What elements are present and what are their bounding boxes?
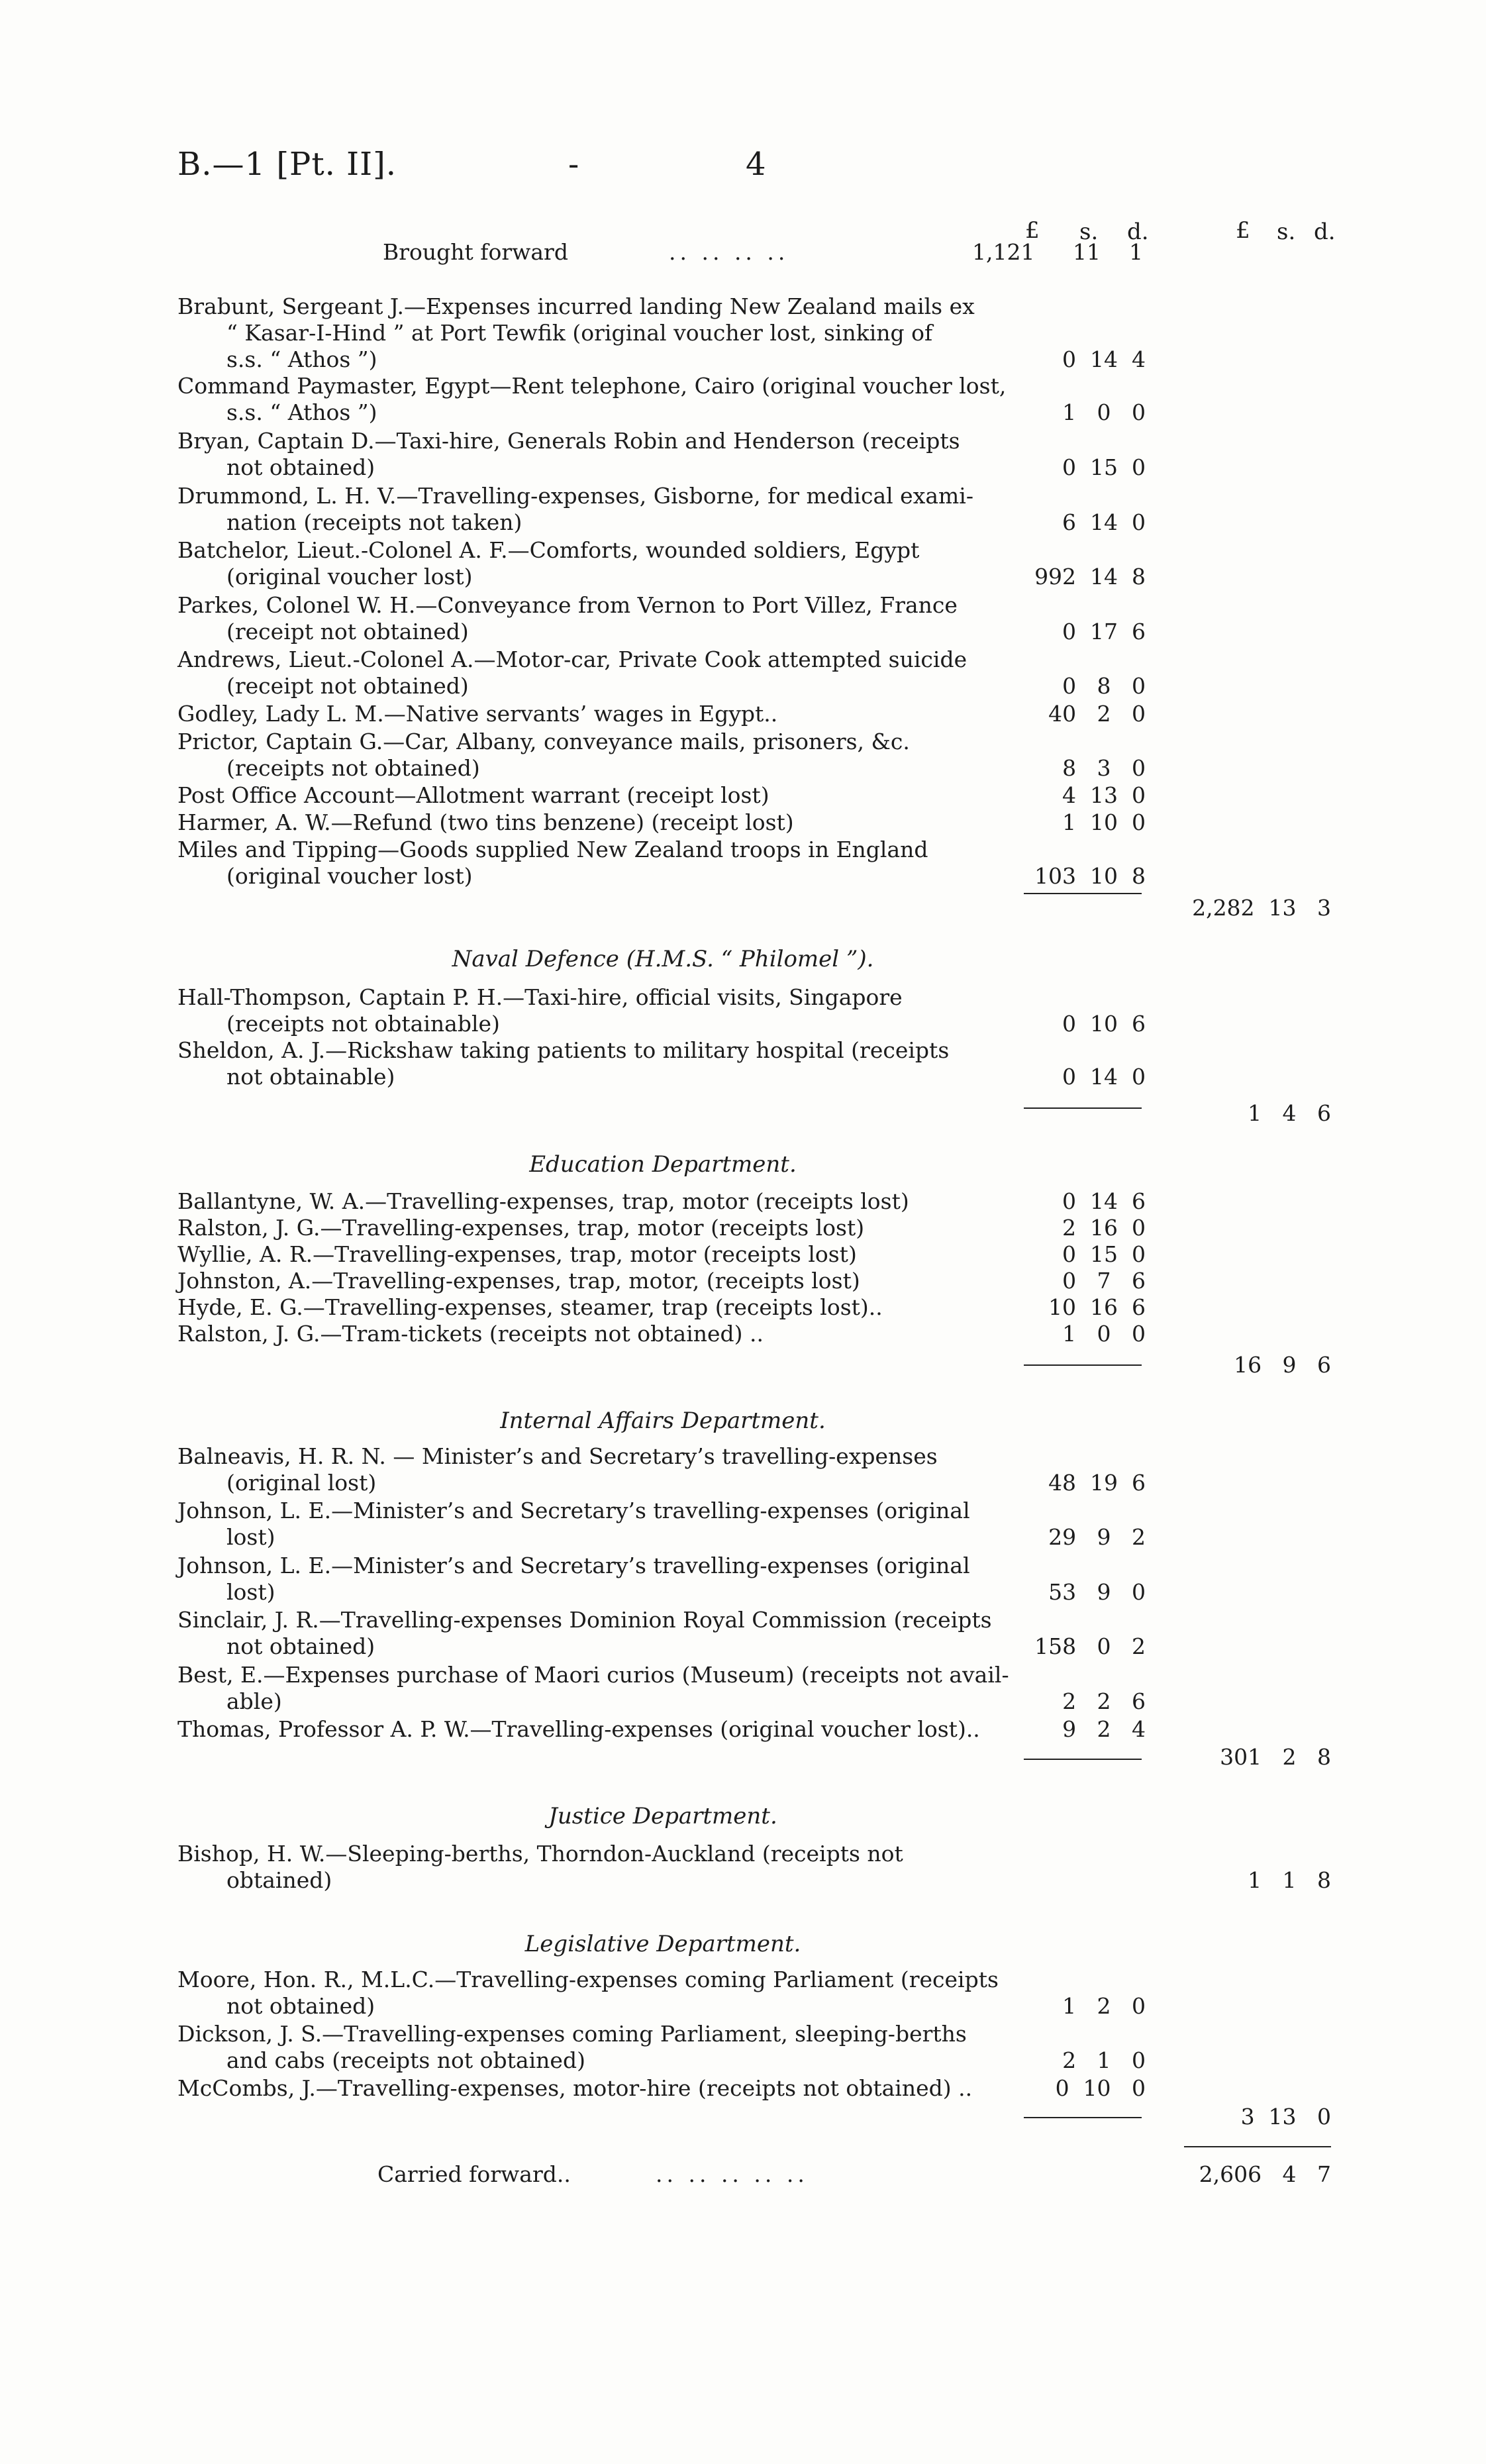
entry-line: Command Paymaster, Egypt—Rent telephone, Cairo (original voucher lost, (177, 373, 1007, 399)
entry-line: able) (226, 1688, 282, 1714)
carried-forward-leaders: .. .. .. .. .. (656, 2161, 809, 2187)
entry-line: Batchelor, Lieut.-Colonel A. F.—Comforts, wounded soldiers, Egypt (177, 537, 920, 563)
entry-line: “ Kasar-I-Hind ” at Port Tewfik (original voucher lost, sinking of (226, 320, 933, 346)
entry-line: (receipts not obtained) (226, 755, 480, 781)
section-total: 3 13 0 (1240, 2104, 1331, 2130)
entry-line: McCombs, J.—Travelling-expenses, motor-hire (receipts not obtained) .. (177, 2075, 973, 2101)
entry-line: Wyllie, A. R.—Travelling-expenses, trap, motor (receipts lost) (177, 1241, 857, 1267)
entry-line: (receipt not obtained) (226, 619, 469, 644)
entry-amount: 48 19 6 (1048, 1470, 1146, 1496)
entry-line: Balneavis, H. R. N. — Minister’s and Secretary’s travelling-expenses (177, 1443, 938, 1469)
entry-line: (original voucher lost) (226, 564, 473, 590)
entry-line: s.s. “ Athos ”) (226, 346, 377, 372)
entry-amount: 1 1 8 (1248, 1867, 1331, 1893)
entry-amount: 0 10 6 (1062, 1011, 1146, 1037)
entry-line: Harmer, A. W.—Refund (two tins benzene) (receipt lost) (177, 809, 794, 835)
entry-line: Hyde, E. G.—Travelling-expenses, steamer, trap (receipts lost).. (177, 1294, 883, 1320)
entry-line: Prictor, Captain G.—Car, Albany, conveyance mails, prisoners, &c. (177, 729, 910, 754)
entry-line: Bryan, Captain D.—Taxi-hire, Generals Robin and Henderson (receipts (177, 428, 960, 454)
entry-line: Johnston, A.—Travelling-expenses, trap, motor, (receipts lost) (177, 1268, 860, 1294)
entry-line: Hall-Thompson, Captain P. H.—Taxi-hire, official visits, Singapore (177, 984, 903, 1010)
entry-line: (receipts not obtainable) (226, 1011, 500, 1037)
entry-line: (receipt not obtained) (226, 673, 469, 699)
entry-amount: 0 10 0 (1055, 2075, 1146, 2101)
entry-amount: 158 0 2 (1034, 1633, 1146, 1659)
entry-line: not obtained) (226, 1993, 375, 2019)
entry-amount: 0 15 0 (1062, 454, 1146, 480)
entry-line: lost) (226, 1579, 275, 1605)
entry-line: Best, E.—Expenses purchase of Maori curios (Museum) (receipts not avail- (177, 1662, 1009, 1688)
outer-pence-heading: d. (1314, 219, 1336, 245)
brought-forward-leaders: .. .. .. .. (669, 239, 789, 265)
entry-line: Andrews, Lieut.-Colonel A.—Motor-car, Private Cook attempted suicide (177, 646, 967, 672)
entry-amount: 0 14 4 (1062, 346, 1146, 372)
subtotal-rule (1024, 2117, 1142, 2118)
entry-amount: 0 17 6 (1062, 619, 1146, 644)
grand-total-rule (1184, 2146, 1331, 2147)
entry-amount: 10 16 6 (1048, 1294, 1146, 1320)
subtotal-rule (1024, 893, 1142, 894)
section-total: 16 9 6 (1234, 1352, 1331, 1378)
entry-line: Sheldon, A. J.—Rickshaw taking patients to military hospital (receipts (177, 1037, 950, 1063)
entry-amount: 9 2 4 (1062, 1716, 1146, 1742)
entry-amount: 1 2 0 (1062, 1993, 1146, 2019)
entry-amount: 6 14 0 (1062, 509, 1146, 535)
subtotal-rule (1024, 1759, 1142, 1760)
entry-line: and cabs (receipts not obtained) (226, 2047, 585, 2073)
entry-line: Parkes, Colonel W. H.—Conveyance from Vernon to Port Villez, France (177, 592, 958, 618)
header-dash: - (568, 146, 580, 183)
entry-line: Ballantyne, W. A.—Travelling-expenses, trap, motor (receipts lost) (177, 1188, 909, 1214)
document-reference: B.—1 [Pt. II]. (177, 146, 397, 183)
entry-amount: 0 14 0 (1062, 1064, 1146, 1090)
section-total: 301 2 8 (1220, 1744, 1331, 1770)
entry-amount: 2 2 6 (1062, 1688, 1146, 1714)
subtotal-rule (1024, 1364, 1142, 1366)
inner-pounds-heading: £ (1025, 217, 1040, 244)
brought-forward-pence: 1 (1129, 239, 1143, 265)
entry-line: Post Office Account—Allotment warrant (receipt lost) (177, 782, 769, 808)
outer-pounds-heading: £ (1236, 217, 1250, 244)
entry-amount: 2 16 0 (1062, 1215, 1146, 1241)
entry-amount: 2 1 0 (1062, 2047, 1146, 2073)
carried-forward-amount: 2,606 4 7 (1199, 2161, 1331, 2187)
inner-shillings-heading: s. (1079, 219, 1099, 245)
entry-amount: 4 13 0 (1062, 782, 1146, 808)
brought-forward-pounds: 1,121 (972, 239, 1035, 265)
entry-line: Johnson, L. E.—Minister’s and Secretary’s travelling-expenses (original (177, 1498, 970, 1523)
brought-forward-label: Brought forward (383, 239, 568, 265)
inner-pence-heading: d. (1127, 219, 1149, 245)
section-heading-justice: Justice Department. (548, 1803, 777, 1829)
entry-line: s.s. “ Athos ”) (226, 399, 377, 425)
entry-line: (original voucher lost) (226, 863, 473, 889)
entry-line: obtained) (226, 1867, 332, 1893)
entry-amount: 103 10 8 (1034, 863, 1146, 889)
entry-line: (original lost) (226, 1470, 377, 1496)
section-total: 1 4 6 (1248, 1100, 1331, 1126)
subtotal-rule (1024, 1107, 1142, 1109)
entry-line: Bishop, H. W.—Sleeping-berths, Thorndon-Auckland (receipts not (177, 1841, 903, 1867)
page-number: 4 (746, 146, 767, 183)
entry-amount: 40 2 0 (1048, 701, 1146, 727)
entry-line: Ralston, J. G.—Tram-tickets (receipts not obtained) .. (177, 1321, 764, 1347)
section-heading-naval: Naval Defence (H.M.S. “ Philomel ”). (452, 946, 874, 972)
entry-line: nation (receipts not taken) (226, 509, 522, 535)
section-heading-legislative: Legislative Department. (524, 1931, 801, 1957)
entry-amount: 0 8 0 (1062, 673, 1146, 699)
entry-line: not obtained) (226, 1633, 375, 1659)
entry-line: lost) (226, 1524, 275, 1550)
entry-line: Moore, Hon. R., M.L.C.—Travelling-expenses coming Parliament (receipts (177, 1967, 999, 1992)
entry-line: Sinclair, J. R.—Travelling-expenses Dominion Royal Commission (receipts (177, 1607, 992, 1633)
entry-line: Miles and Tipping—Goods supplied New Zealand troops in England (177, 837, 928, 862)
section-heading-internal-affairs: Internal Affairs Department. (500, 1408, 826, 1434)
entry-line: Ralston, J. G.—Travelling-expenses, trap, motor (receipts lost) (177, 1215, 865, 1241)
entry-line: not obtained) (226, 454, 375, 480)
entry-amount: 1 10 0 (1062, 809, 1146, 835)
entry-amount: 53 9 0 (1048, 1579, 1146, 1605)
section-heading-education: Education Department. (529, 1151, 797, 1178)
entry-amount: 8 3 0 (1062, 755, 1146, 781)
entry-amount: 0 14 6 (1062, 1188, 1146, 1214)
entry-line: Dickson, J. S.—Travelling-expenses coming Parliament, sleeping-berths (177, 2021, 967, 2047)
entry-line: not obtainable) (226, 1064, 395, 1090)
entry-amount: 992 14 8 (1034, 564, 1146, 590)
entry-amount: 0 15 0 (1062, 1241, 1146, 1267)
entry-amount: 1 0 0 (1062, 1321, 1146, 1347)
brought-forward-shillings: 11 (1073, 239, 1101, 265)
entry-line: Godley, Lady L. M.—Native servants’ wages in Egypt.. (177, 701, 778, 727)
outer-shillings-heading: s. (1277, 219, 1296, 245)
carried-forward-label: Carried forward.. (377, 2161, 571, 2187)
entry-amount: 1 0 0 (1062, 399, 1146, 425)
section-total: 2,282 13 3 (1192, 895, 1331, 921)
entry-line: Brabunt, Sergeant J.—Expenses incurred landing New Zealand mails ex (177, 293, 975, 319)
entry-line: Thomas, Professor A. P. W.—Travelling-expenses (original voucher lost).. (177, 1716, 980, 1742)
entry-amount: 0 7 6 (1062, 1268, 1146, 1294)
entry-line: Johnson, L. E.—Minister’s and Secretary’s travelling-expenses (original (177, 1553, 970, 1578)
entry-amount: 29 9 2 (1048, 1524, 1146, 1550)
entry-line: Drummond, L. H. V.—Travelling-expenses, Gisborne, for medical exami- (177, 483, 973, 509)
